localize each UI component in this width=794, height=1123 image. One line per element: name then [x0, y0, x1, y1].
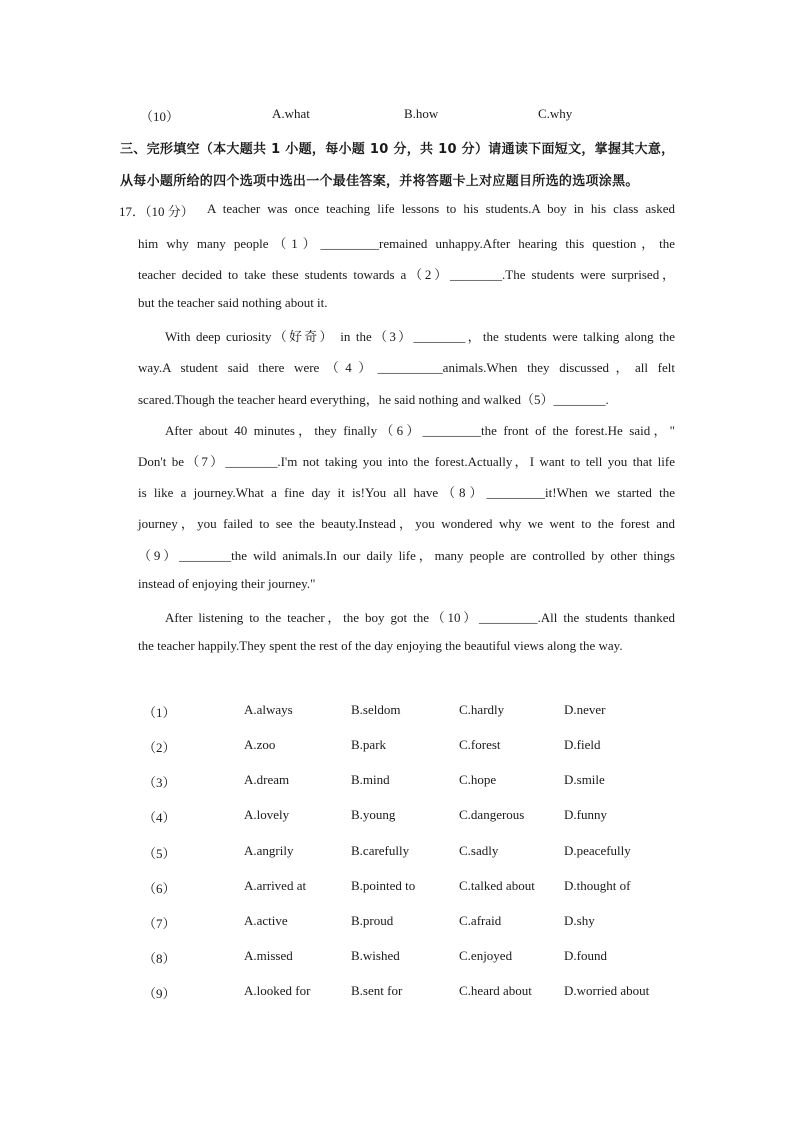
option-a: A.missed	[244, 948, 293, 963]
option-d: D.never	[564, 702, 606, 717]
option-c: C.hardly	[459, 702, 505, 717]
option-b: B.young	[351, 807, 396, 822]
options-row	[0, 878, 794, 898]
options-row	[0, 807, 794, 827]
option-c: C.hope	[459, 772, 497, 787]
passage-line: After listening to the teacher，the boy got the（10）_________.All the students thanked	[165, 610, 675, 625]
option-a: A.what	[272, 106, 310, 121]
passage-line: After about 40 minutes，they finally（6）_________the front of the forest.He said，"	[165, 423, 675, 438]
option-a: A.arrived at	[244, 878, 307, 893]
prev-question-10-row	[0, 106, 794, 126]
section-heading-line1: 三、完形填空（本大题共 1 小题，每小题 10 分，共 10 分）请通读下面短文，掌握其大意，	[120, 142, 675, 157]
passage-line: scared.Though the teacher heard everything，he said nothing and walked（5）________.	[138, 392, 609, 407]
option-a: A.dream	[244, 772, 290, 787]
option-b: B.wished	[351, 948, 400, 963]
option-number: （6）	[143, 881, 176, 896]
option-b: B.carefully	[351, 843, 410, 858]
option-a: A.zoo	[244, 737, 276, 752]
option-d: D.funny	[564, 807, 607, 822]
option-b: B.proud	[351, 913, 394, 928]
passage-line: but the teacher said nothing about it.	[138, 295, 328, 310]
option-a: A.active	[244, 913, 288, 928]
option-number: （2）	[143, 740, 176, 755]
option-number: （10）	[140, 109, 180, 124]
passage-line: Don't be（7）________.I'm not taking you into the forest.Actually，I want to tell you that life	[138, 454, 675, 469]
passage-line: the teacher happily.They spent the rest of the day enjoying the beautiful views along the way.	[138, 638, 623, 653]
passage-line: journey，you failed to see the beauty.Instead，you wondered why we went to the forest and	[138, 516, 675, 531]
option-d: D.found	[564, 948, 607, 963]
option-b: B.park	[351, 737, 387, 752]
option-d: D.shy	[564, 913, 595, 928]
option-b: B.seldom	[351, 702, 401, 717]
option-number: （1）	[143, 705, 176, 720]
option-number: （9）	[143, 986, 176, 1001]
option-c: C.heard about	[459, 983, 532, 998]
options-row	[0, 737, 794, 757]
option-c: C.afraid	[459, 913, 502, 928]
passage-line: is like a journey.What a fine day it is!You all have（8）_________it!When we started the	[138, 485, 675, 500]
options-row	[0, 983, 794, 1003]
question-label: 17．（10 分）	[119, 204, 194, 219]
option-b: B.sent for	[351, 983, 403, 998]
option-d: D.worried about	[564, 983, 650, 998]
passage-line: teacher decided to take these students towards a（2）________.The students were surprised，	[138, 267, 675, 282]
option-c: C.dangerous	[459, 807, 525, 822]
option-c: C.why	[538, 106, 573, 121]
option-d: D.peacefully	[564, 843, 631, 858]
option-c: C.talked about	[459, 878, 535, 893]
option-number: （8）	[143, 951, 176, 966]
option-b: B.mind	[351, 772, 390, 787]
option-d: D.smile	[564, 772, 605, 787]
passage-line: instead of enjoying their journey."	[138, 576, 316, 591]
options-row	[0, 948, 794, 968]
option-a: A.angrily	[244, 843, 294, 858]
options-row	[0, 772, 794, 792]
options-row	[0, 843, 794, 863]
option-c: C.forest	[459, 737, 501, 752]
passage-line: With deep curiosity（好奇） in the（3）________，the students were talking along the	[165, 329, 675, 344]
options-row	[0, 702, 794, 722]
passage-line: （9）________the wild animals.In our daily life，many people are controlled by other things	[138, 548, 675, 563]
option-c: C.enjoyed	[459, 948, 513, 963]
passage-line: him why many people（1）_________remained unhappy.After hearing this question，the	[138, 236, 675, 251]
passage-line: way.A student said there were（4）__________animals.When they discussed，all felt	[138, 360, 675, 375]
options-row	[0, 913, 794, 933]
option-number: （3）	[143, 775, 176, 790]
section-heading-line2: 从每小题所给的四个选项中选出一个最佳答案，并将答题卡上对应题目所选的选项涂黑。	[120, 174, 639, 189]
option-a: A.always	[244, 702, 293, 717]
option-b: B.pointed to	[351, 878, 416, 893]
option-a: A.lovely	[244, 807, 290, 822]
option-c: C.sadly	[459, 843, 499, 858]
option-number: （5）	[143, 846, 176, 861]
option-number: （7）	[143, 916, 176, 931]
option-d: D.field	[564, 737, 601, 752]
option-b: B.how	[404, 106, 439, 121]
passage-line: A teacher was once teaching life lessons to his students.A boy in his class asked	[207, 201, 675, 216]
option-d: D.thought of	[564, 878, 631, 893]
option-a: A.looked for	[244, 983, 311, 998]
option-number: （4）	[143, 810, 176, 825]
